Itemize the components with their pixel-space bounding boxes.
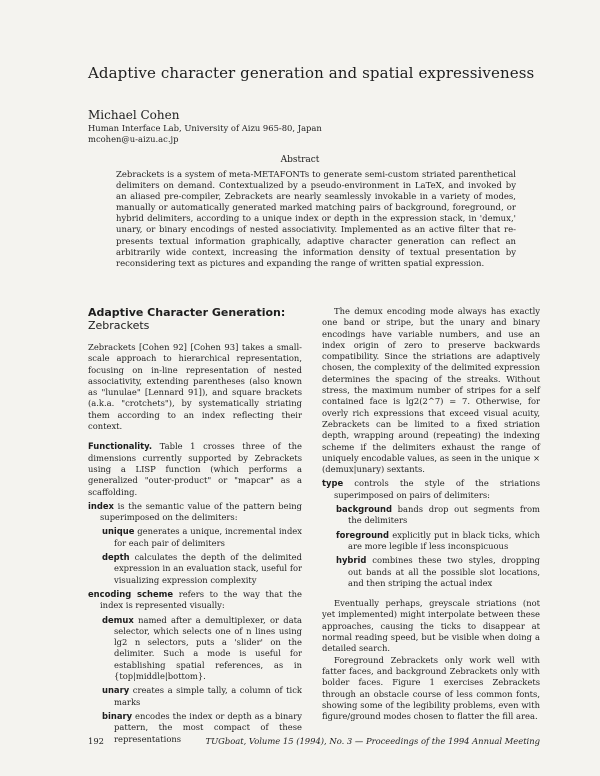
unique-term: unique	[102, 526, 135, 537]
unique-text: generates a unique, incremental index for each pair of delimiters	[114, 526, 302, 548]
type-term: type	[322, 478, 344, 489]
binary-term: binary	[102, 710, 133, 721]
unary-definition	[102, 685, 302, 708]
foreground-term: foreground	[336, 529, 390, 540]
demux-text: named after a demultiplexer, or data selector, which selects one of n lines using lg2 n selectors, puts a 'slider' on the delimiter. Such a mode is useful for establishing spatial references, as in {top|middle|bottom}.	[114, 614, 303, 682]
type-text: controls the style of the striations superimposed on pairs of delimiters:	[334, 478, 540, 500]
hybrid-definition	[336, 555, 540, 589]
unary-term: unary	[102, 685, 130, 696]
depth-text: calculates the depth of the delimited expression in an evaluation stack, useful for visualizing expression complexity	[114, 552, 302, 585]
demux-paragraph: The demux encoding mode always has exactly one band or stripe, but the unary and binary encodings have variable numbers, and use an index origin of zero to preserve backwards compatibility. Since the striations are adaptively chosen, the complexity of the delimited expression determines the spacing of the streaks. Without stress, the maximum number of stripes for a self contained face is lg2(2^7) = 7. Otherwise, for overly rich expressions that exceed visual acuity, Zebrackets can be limited to a fixed striation depth, wrapping around (repeating) the indexing scheme if the delimiters exhaust the range of uniquely encodable values, as seen in the unique × (demux|unary) sextants.	[322, 306, 540, 475]
binary-text: encodes the index or depth as a binary pattern, the most compact of these representations	[114, 710, 302, 744]
index-definition	[88, 500, 302, 524]
functionality-paragraph	[88, 441, 302, 497]
functionality-text: Table 1 crosses three of the dimensions currently supported by Zebrackets using a LISP function (which performs a generalized "outer-product" or "mapcar" as a scaffolding.	[88, 441, 302, 497]
background-text: bands drop out segments from the delimiters	[348, 504, 540, 526]
background-term: background	[336, 504, 392, 515]
unique-definition	[102, 526, 302, 549]
paper-title: Adaptive character generation and spatial expressiveness	[88, 64, 535, 82]
foreground-paragraph: Foreground Zebrackets only work well with fatter faces, and background Zebrackets only with bolder faces. Figure 1 exercises Zebrackets through an obstacle course of less common fonts, showing some of the legibility problems, even with figure/ground modes chosen to flatter the fill area.	[322, 654, 540, 722]
right-column	[322, 306, 540, 722]
index-text: is the semantic value of the pattern being superimposed on the delimiters:	[100, 500, 302, 523]
abstract-heading: Abstract	[280, 155, 320, 165]
journal-citation: TUGboat, Volume 15 (1994), No. 3 — Proceedings of the 1994 Annual Meeting	[205, 736, 540, 746]
unary-text: creates a simple tally, a column of tick marks	[114, 685, 302, 707]
author-name: Michael Cohen	[88, 108, 180, 122]
depth-definition	[102, 552, 302, 586]
section-heading-block	[88, 306, 302, 332]
foreground-text: explicitly put in black ticks, which are more legible if less inconspicuous	[348, 529, 540, 551]
index-term: index	[88, 500, 114, 511]
encoding-text: refers to the way that the index is represented visually:	[100, 588, 302, 611]
hybrid-text: combines these two styles, dropping out bands at all the possible slot locations, and then striping the actual index	[348, 555, 540, 588]
demux-term: demux	[102, 614, 134, 625]
left-column	[88, 306, 302, 745]
section-heading: Adaptive Character Generation:	[88, 306, 286, 319]
abstract-text: Zebrackets is a system of meta-METAFONTs to generate semi-custom striated parenthetical delimiters on demand. Contextualized by a pseudo-environment in LaTeX, and invoked by an aliased pre-compiler, Zebrackets are nearly seamlessly invokable in a variety of modes, manually or automatically generated marked matching pairs of background, foreground, or hybrid delimiters, according to a unique index or depth in the expression stack, in 'demux,' unary, or binary encodings of nested associativity. Implemented as an active filter that re-presents textual information graphically, adaptive character generation can reflect an arbitrarily wide context, increasing the information density of textual presentation by reconsidering text as pictures and expanding the range of written spatial expression.	[116, 170, 516, 269]
foreground-definition	[336, 529, 540, 553]
type-definition	[322, 478, 540, 501]
functionality-term: Functionality.	[88, 441, 153, 452]
author-affiliation: Human Interface Lab, University of Aizu 965-80, Japan	[88, 123, 322, 133]
demux-definition	[102, 614, 303, 683]
author-affiliation-block	[88, 123, 322, 145]
encoding-term: encoding scheme	[88, 588, 174, 599]
encoding-definition	[88, 588, 302, 612]
author-email: mcohen@u-aizu.ac.jp	[88, 134, 179, 144]
page-number: 192	[88, 736, 104, 746]
intro-paragraph: Zebrackets [Cohen 92] [Cohen 93] takes a small-scale approach to hierarchical representation, focusing on in-line representation of nested associativity, extending parentheses (also known as "lunulae" [Lennard 91]), and square brackets (a.k.a. "crotchets"), by systematically striating them according to an index reflecting their context.	[88, 342, 302, 432]
depth-term: depth	[102, 552, 130, 563]
background-definition	[336, 504, 540, 527]
hybrid-term: hybrid	[336, 555, 367, 566]
section-subheading: Zebrackets	[88, 319, 150, 332]
eventually-paragraph: Eventually perhaps, greyscale striations (not yet implemented) might interpolate between these approaches, causing the ticks to disappear at normal reading speed, but be visible when doing a detailed search.	[322, 598, 540, 654]
